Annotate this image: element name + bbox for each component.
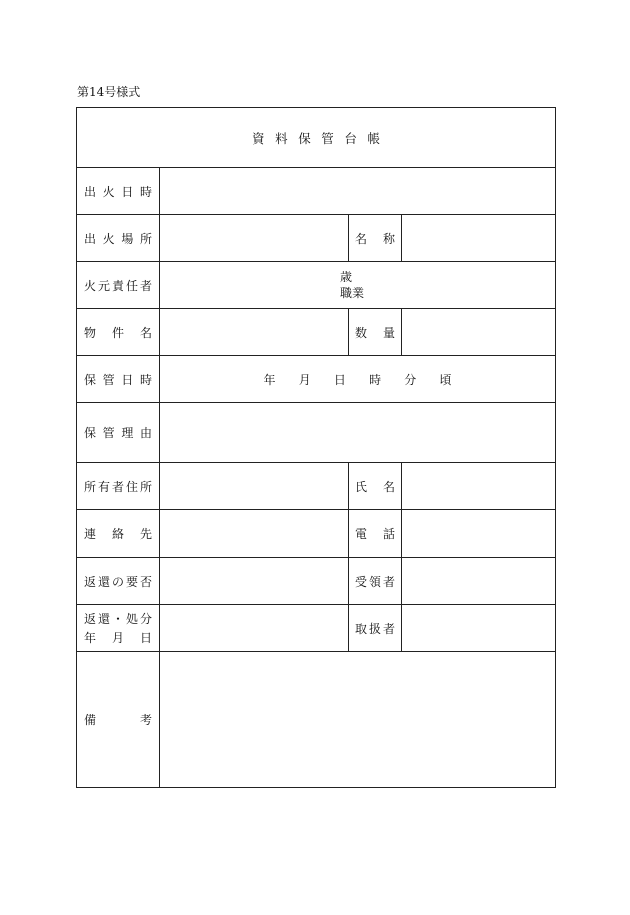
label-char: 任: [125, 278, 138, 293]
label-char: 管: [321, 130, 334, 146]
label-char: 頃: [439, 372, 452, 387]
label-char: 名: [382, 479, 395, 494]
label-char: 氏: [355, 479, 368, 494]
quantity-label: [349, 309, 402, 355]
label-char: 話: [382, 527, 395, 541]
label-char: 量: [382, 325, 395, 340]
label-char: 理: [121, 426, 134, 440]
label-char: 還: [97, 574, 110, 589]
age-label: 歳: [340, 270, 353, 284]
label-char: 連: [84, 527, 97, 541]
label-char: 月: [111, 631, 124, 645]
label-char: 日: [121, 372, 134, 387]
label-char: 返: [84, 574, 97, 589]
return-needed-value[interactable]: [160, 558, 349, 604]
storage-reason-row: [77, 403, 555, 463]
fire-date-value[interactable]: [160, 168, 555, 214]
form-title: [77, 108, 555, 167]
phone-value[interactable]: [402, 510, 555, 557]
label-char: 出: [84, 231, 97, 246]
label-char: 所: [139, 231, 152, 246]
handler-value[interactable]: [402, 605, 555, 651]
label-char: 元: [97, 278, 110, 293]
label-char: 者: [382, 574, 395, 589]
label-char: 管: [102, 372, 115, 387]
label-char: 返: [84, 612, 97, 626]
label-char: 絡: [111, 527, 124, 541]
item-name-value[interactable]: [160, 309, 349, 355]
name-value[interactable]: [402, 215, 555, 261]
fire-date-row: [77, 168, 555, 215]
label-char: 者: [139, 278, 152, 293]
label-char: 物: [84, 325, 97, 340]
label-char: 処: [125, 612, 138, 626]
remarks-row: [77, 652, 555, 787]
label-char: 日: [139, 631, 152, 645]
return-disposal-row: [77, 605, 555, 652]
owner-address-label: [77, 463, 160, 509]
owner-address-value[interactable]: [160, 463, 349, 509]
label-char: 領: [368, 574, 381, 589]
fire-responsible-value[interactable]: [160, 262, 555, 308]
label-char: 料: [275, 130, 288, 146]
label-char: 月: [298, 372, 311, 387]
item-row: [77, 309, 555, 356]
storage-date-value[interactable]: [160, 356, 555, 402]
label-char: 時: [369, 372, 382, 387]
label-char: 名: [139, 325, 152, 340]
label-char: 帳: [367, 130, 380, 146]
label-char: 資: [252, 130, 265, 146]
label-char: 責: [111, 278, 124, 293]
label-char: の: [111, 574, 124, 589]
label-char: 称: [382, 231, 395, 246]
item-name-label: [77, 309, 160, 355]
label-char: 時: [139, 184, 152, 199]
label-char: 者: [382, 621, 395, 636]
receiver-label: [349, 558, 402, 604]
remarks-value[interactable]: [160, 652, 555, 787]
label-char: 還: [97, 612, 110, 626]
fire-date-label: [77, 168, 160, 214]
return-needed-row: [77, 558, 555, 605]
label-char: 受: [355, 574, 368, 589]
label-char: 所: [139, 479, 152, 494]
label-char: 取: [355, 621, 368, 636]
label-char: 分: [404, 372, 417, 387]
storage-reason-label: [77, 403, 160, 462]
label-char: 有: [97, 479, 110, 494]
label-char: 火: [84, 278, 97, 293]
storage-reason-value[interactable]: [160, 403, 555, 462]
label-char: 由: [139, 426, 152, 440]
return-disposal-label: [77, 605, 160, 651]
storage-date-row: [77, 356, 555, 403]
quantity-value[interactable]: [402, 309, 555, 355]
label-char: 考: [139, 713, 152, 727]
fire-place-row: [77, 215, 555, 262]
label-char: 分: [139, 612, 152, 626]
return-needed-label: [77, 558, 160, 604]
label-char: 日: [333, 372, 346, 387]
handler-label: [349, 605, 402, 651]
fire-place-value[interactable]: [160, 215, 349, 261]
owner-row: [77, 463, 555, 510]
label-char: 日: [121, 184, 134, 199]
return-disposal-value[interactable]: [160, 605, 349, 651]
label-char: ・: [111, 612, 124, 626]
label-char: 要: [125, 574, 138, 589]
label-char: 保: [84, 372, 97, 387]
fire-responsible-label: [77, 262, 160, 308]
title-row: [77, 108, 555, 168]
storage-ledger-form: [76, 107, 556, 788]
label-char: 数: [355, 325, 368, 340]
name-label: [349, 215, 402, 261]
label-char: 保: [84, 426, 97, 440]
contact-value[interactable]: [160, 510, 349, 557]
label-char: 年: [84, 631, 97, 645]
label-char: 所: [84, 479, 97, 494]
label-char: 出: [84, 184, 97, 199]
receiver-value[interactable]: [402, 558, 555, 604]
label-char: 備: [84, 713, 97, 727]
full-name-value[interactable]: [402, 463, 555, 509]
label-char: 否: [139, 574, 152, 589]
fire-place-label: [77, 215, 160, 261]
label-char: 件: [111, 325, 124, 340]
label-char: 年: [263, 372, 276, 387]
label-char: 者: [111, 479, 124, 494]
label-char: 先: [139, 527, 152, 541]
label-char: 扱: [368, 621, 381, 636]
contact-row: [77, 510, 555, 558]
label-char: 時: [139, 372, 152, 387]
remarks-label: [77, 652, 160, 787]
label-char: 電: [355, 527, 368, 541]
label-char: 台: [344, 130, 357, 146]
occupation-label: 職業: [340, 286, 365, 300]
label-char: 火: [102, 184, 115, 199]
contact-label: [77, 510, 160, 557]
storage-date-label: [77, 356, 160, 402]
label-char: 火: [102, 231, 115, 246]
label-char: 名: [355, 231, 368, 246]
label-char: 住: [125, 479, 138, 494]
label-char: 場: [121, 231, 134, 246]
label-char: 管: [102, 426, 115, 440]
full-name-label: [349, 463, 402, 509]
label-char: 保: [298, 130, 311, 146]
form-number: 第14号様式: [77, 85, 141, 99]
fire-responsible-row: [77, 262, 555, 309]
phone-label: [349, 510, 402, 557]
